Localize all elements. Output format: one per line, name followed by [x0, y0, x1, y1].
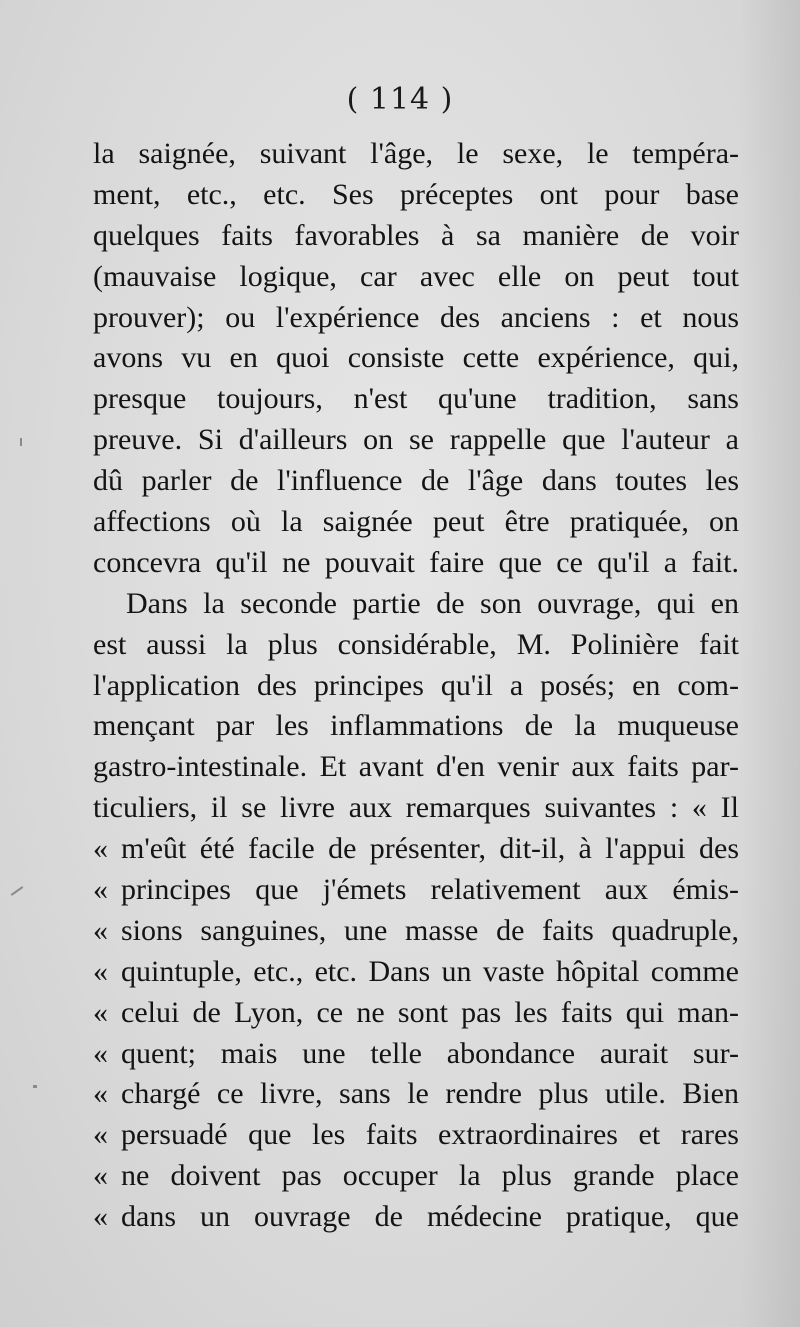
quote-mark: « — [93, 995, 108, 1029]
margin-mark — [33, 1085, 37, 1088]
text-line: dû parler de l'influence de l'âge dans toutes les — [93, 464, 739, 498]
text-line: ticuliers, il se livre aux remarques suivantes : « Il — [93, 791, 739, 825]
quote-line — [93, 911, 739, 952]
quote-text: principes que j'émets relativement aux émis- — [121, 873, 739, 907]
text-line: preuve. Si d'ailleurs on se rappelle que l'auteur a — [93, 423, 739, 457]
quote-mark: « — [93, 913, 108, 947]
quote-line — [93, 1197, 739, 1238]
quote-text: chargé ce livre, sans le rendre plus utile. Bien — [121, 1077, 739, 1111]
page-number: ( 114 ) — [346, 82, 454, 117]
quote-text: ne doivent pas occuper la plus grande place — [121, 1159, 739, 1193]
quote-text: dans un ouvrage de médecine pratique, que — [121, 1200, 739, 1234]
quote-mark: « — [93, 832, 108, 866]
body-text — [93, 134, 739, 1238]
text-line: mençant par les inflammations de la muqueuse — [93, 709, 739, 743]
quote-line — [93, 1034, 739, 1075]
text-line: avons vu en quoi consiste cette expérience, qui, — [93, 341, 739, 375]
quote-mark: « — [93, 1036, 108, 1070]
quote-line — [93, 1156, 739, 1197]
quote-mark: « — [93, 954, 108, 988]
quote-line — [93, 1115, 739, 1156]
quote-mark: « — [93, 1200, 108, 1234]
quote-line — [93, 993, 739, 1034]
text-line: presque toujours, n'est qu'une tradition, sans — [93, 382, 739, 416]
margin-mark — [20, 438, 22, 446]
text-line: Dans la seconde partie de son ouvrage, qui en — [126, 586, 739, 620]
quote-text: celui de Lyon, ce ne sont pas les faits qui man- — [121, 995, 739, 1029]
quote-line — [93, 870, 739, 911]
quote-mark: « — [93, 1118, 108, 1152]
quote-mark: « — [93, 1077, 108, 1111]
quote-text: persuadé que les faits extraordinaires et rares — [121, 1118, 739, 1152]
text-line: affections où la saignée peut être pratiquée, on — [93, 505, 739, 539]
paragraph-2 — [93, 584, 739, 829]
quote-text: quintuple, etc., etc. Dans un vaste hôpital comme — [121, 954, 739, 988]
text-line: prouver); ou l'expérience des anciens : et nous — [93, 300, 739, 334]
text-line: est aussi la plus considérable, M. Polinière fait — [93, 627, 739, 661]
text-line: l'application des principes qu'il a posés; en com- — [93, 668, 739, 702]
page-edge-shadow — [740, 0, 800, 1327]
quote-text: quent; mais une telle abondance aurait sur- — [121, 1036, 739, 1070]
text-line: ment, etc., etc. Ses préceptes ont pour base — [93, 177, 739, 211]
quote-mark: « — [93, 1159, 108, 1193]
text-line: la saignée, suivant l'âge, le sexe, le tempéra- — [93, 137, 739, 170]
text-line: gastro-intestinale. Et avant d'en venir aux faits par- — [93, 750, 739, 784]
text-line: concevra qu'il ne pouvait faire que ce qu'il a fait. — [93, 545, 739, 579]
quote-line — [93, 829, 739, 870]
text-line: quelques faits favorables à sa manière de voir — [93, 218, 739, 252]
quote-text: sions sanguines, une masse de faits quadruple, — [121, 913, 739, 947]
paragraph-1 — [93, 134, 739, 584]
text-line: (mauvaise logique, car avec elle on peut tout — [93, 259, 739, 293]
quote-line — [93, 1074, 739, 1115]
quote-text: m'eût été facile de présenter, dit-il, à l'appui des — [121, 832, 739, 866]
quote-mark: « — [93, 873, 108, 907]
quotation — [93, 829, 739, 1238]
margin-mark — [11, 886, 24, 896]
quote-line — [93, 952, 739, 993]
